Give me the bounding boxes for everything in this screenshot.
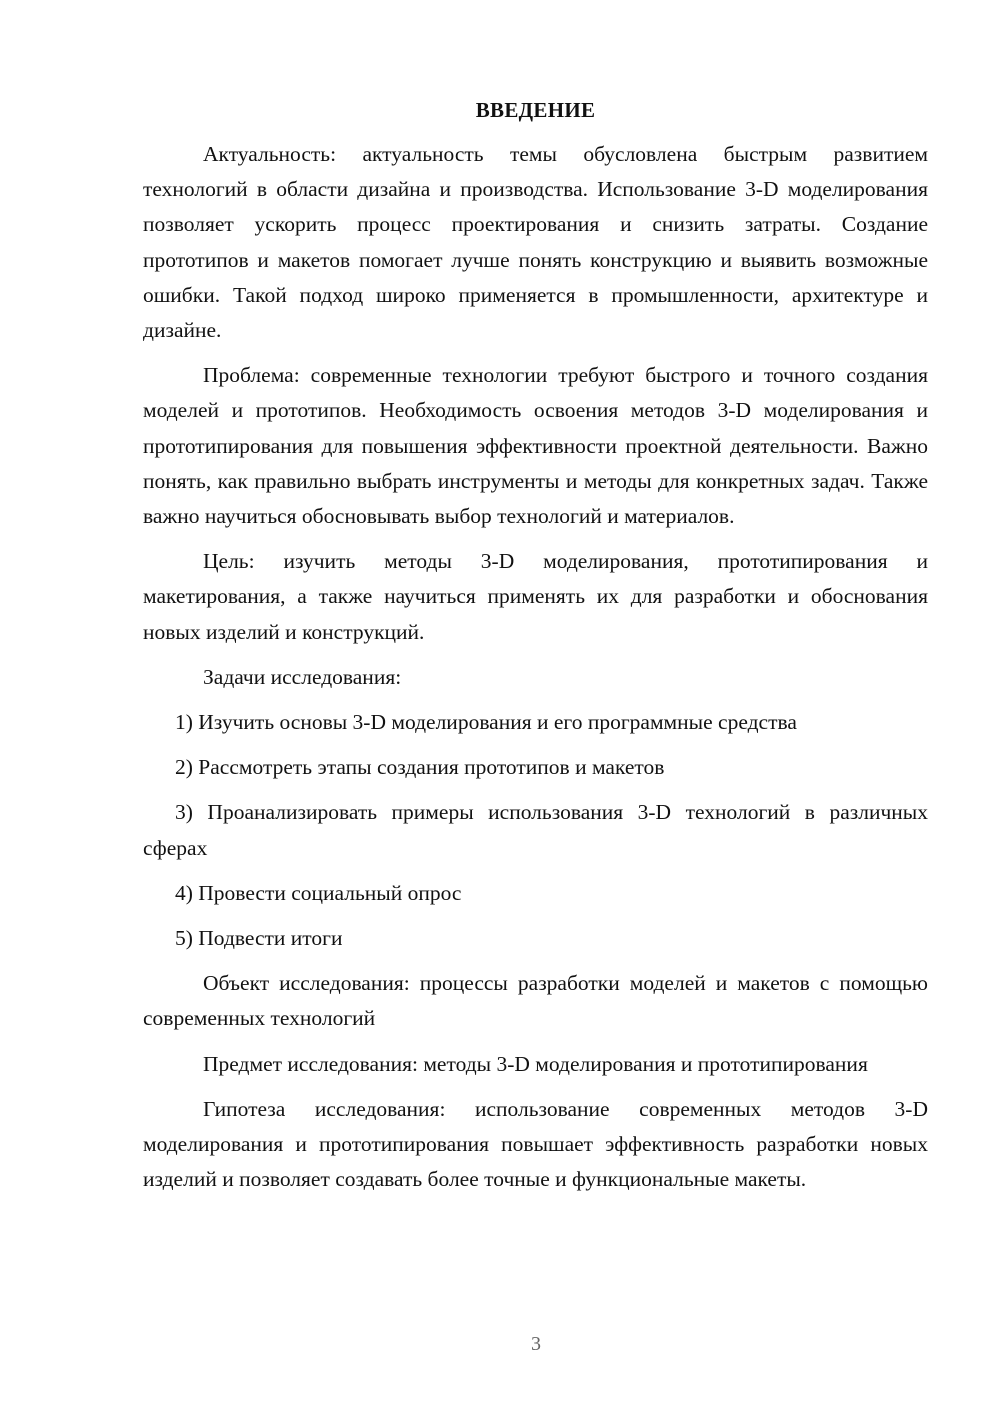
document-page [143, 95, 928, 1207]
task-item-5: 5) Подвести итоги [175, 926, 343, 951]
task-item-3: 3) Проанализировать примеры использования 3-D технологий в различных сферах [143, 800, 928, 860]
page-title: ВВЕДЕНИЕ [475, 98, 596, 122]
task-item-1: 1) Изучить основы 3-D моделирования и его программные средства [175, 710, 797, 735]
task-item-2: 2) Рассмотреть этапы создания прототипов и макетов [175, 755, 665, 780]
subject-paragraph: Предмет исследования: методы 3-D моделирования и прототипирования [203, 1051, 868, 1076]
object-paragraph: Объект исследования: процессы разработки моделей и макетов с помощью современных технологий [143, 971, 928, 1031]
hypothesis-paragraph: Гипотеза исследования: использование современных методов 3-D моделирования и прототипирования повышает эффективность разработки новых изделий и позволяет создавать более точные и функциональные макеты. [143, 1096, 928, 1192]
tasks-label: Задачи исследования: [203, 664, 402, 689]
page-number: 3 [531, 1333, 541, 1355]
problem-paragraph: Проблема: современные технологии требуют быстрого и точного создания моделей и прототипов. Необходимость освоения методов 3-D моделирования и прототипирования для повышения эффективности проектной деятельности. Важно понять, как правильно выбрать инструменты и методы для конкретных задач. Также важно научиться обосновывать выбор технологий и материалов. [143, 363, 928, 529]
task-item-4: 4) Провести социальный опрос [175, 880, 462, 905]
goal-paragraph: Цель: изучить методы 3-D моделирования, прототипирования и макетирования, а также научиться применять их для разработки и обоснования новых изделий и конструкций. [143, 549, 928, 644]
relevance-paragraph: Актуальность: актуальность темы обусловлена быстрым развитием технологий в области дизайна и производства. Использование 3-D моделирования позволяет ускорить процесс проектирования и снизить затраты. Создание прототипов и макетов помогает лучше понять конструкцию и выявить возможные ошибки. Такой подход широко применяется в промышленности, архитектуре и дизайне. [143, 142, 928, 343]
